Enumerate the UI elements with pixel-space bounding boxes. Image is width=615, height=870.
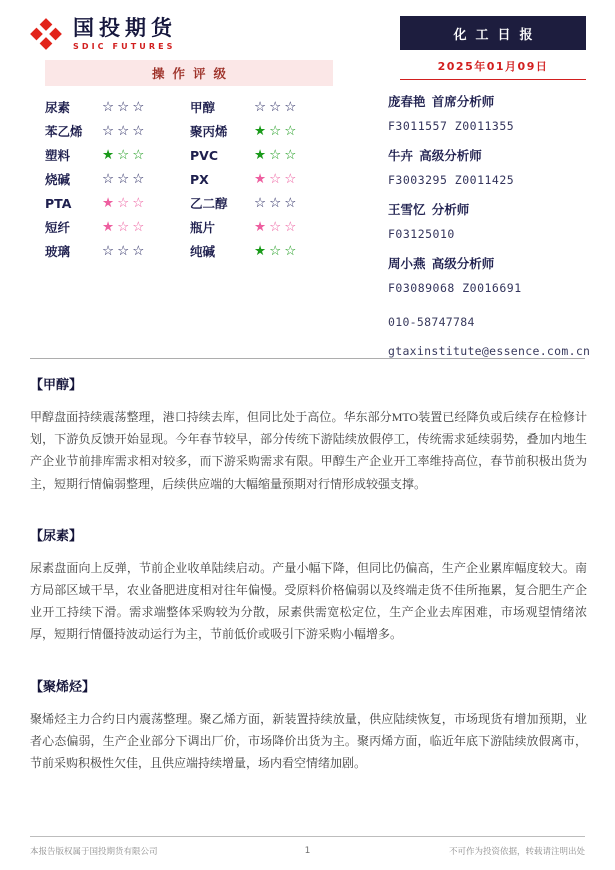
report-section (30, 676, 587, 775)
rating-product-name: 甲醇 (190, 100, 216, 115)
rating-stars: ★☆☆ (254, 219, 300, 235)
analyst-codes: F03125010 (388, 227, 455, 241)
rating-stars: ★☆☆ (254, 123, 300, 139)
rating-product-name: 瓶片 (190, 220, 216, 235)
report-type-banner: 化工日报 (400, 16, 586, 50)
report-header (400, 16, 586, 80)
footer-copyright: 本报告版权属于国投期货有限公司 (30, 847, 158, 857)
section-body: 聚烯烃主力合约日内震荡整理。聚乙烯方面，新装置持续放量，供应陆续恢复，市场现货有增加预期，业者心态偏弱，生产企业部分下调出厂价，市场降价出货为主。聚丙烯方面，临近年底下游陆续放假离市，节前采购积极性欠佳，且供应端持续增量，场内看空情绪加剧。 (30, 711, 587, 770)
rating-product-name: PTA (45, 195, 72, 211)
ratings-row (45, 167, 333, 191)
ratings-row (45, 191, 333, 215)
analyst-name: 周小燕 高级分析师 (388, 257, 495, 271)
rating-stars: ☆☆☆ (102, 123, 148, 139)
rating-stars: ☆☆☆ (102, 243, 148, 259)
contact-phone: 010-58747784 (388, 315, 475, 329)
contact-email: gtaxinstitute@essence.com.cn (388, 344, 591, 358)
ratings-row (45, 119, 333, 143)
rating-product-name: PX (190, 171, 209, 187)
rating-stars: ☆☆☆ (254, 195, 300, 211)
brand-subtitle: SDIC FUTURES (73, 42, 176, 52)
ratings-row (45, 239, 333, 263)
brand-logo (28, 16, 177, 52)
section-title: 【甲醇】 (30, 377, 83, 392)
rating-stars: ★☆☆ (102, 219, 148, 235)
page-number: 1 (304, 846, 311, 856)
brand-name: 国投期货 (73, 15, 177, 40)
section-title: 【尿素】 (30, 527, 83, 543)
rating-product-name: 苯乙烯 (45, 124, 83, 139)
brand-text (73, 17, 177, 51)
ratings-panel (45, 60, 333, 263)
rating-stars: ★☆☆ (102, 195, 148, 211)
rating-product-name: PVC (190, 147, 219, 163)
report-section (30, 374, 587, 495)
ratings-row (45, 143, 333, 167)
analysts-list (388, 92, 590, 295)
brand-diamond-icon (28, 16, 64, 52)
section-title: 【聚烯烃】 (30, 678, 96, 694)
rating-stars: ★☆☆ (254, 171, 300, 187)
header-divider (30, 358, 585, 359)
ratings-title: 操作评级 (45, 60, 333, 86)
rating-stars: ☆☆☆ (102, 99, 148, 115)
analyst-codes: F03089068 Z0016691 (388, 281, 522, 295)
page-footer (30, 845, 585, 857)
rating-stars: ★☆☆ (254, 147, 300, 163)
rating-product-name: 短纤 (45, 220, 71, 235)
contact-block (388, 315, 590, 358)
rating-product-name: 尿素 (45, 100, 71, 115)
report-section (30, 525, 587, 646)
rating-stars: ☆☆☆ (102, 171, 148, 187)
analyst-codes: F3011557 Z0011355 (388, 119, 515, 133)
rating-stars: ☆☆☆ (254, 99, 300, 115)
analysts-panel (388, 92, 590, 373)
rating-stars: ★☆☆ (102, 147, 148, 163)
analyst-name: 牛卉 高级分析师 (388, 149, 482, 163)
footer-divider (30, 836, 585, 837)
analyst-name: 庞春艳 首席分析师 (388, 95, 495, 109)
analyst-name: 王雪忆 分析师 (388, 203, 470, 217)
ratings-row (45, 215, 333, 239)
ratings-table (45, 95, 333, 263)
rating-product-name: 聚丙烯 (190, 124, 228, 139)
rating-product-name: 纯碱 (190, 244, 216, 259)
ratings-table-body (45, 95, 333, 263)
footer-disclaimer: 不可作为投资依据，转载请注明出处 (449, 847, 586, 857)
analyst-codes: F3003295 Z0011425 (388, 173, 515, 187)
ratings-row (45, 95, 333, 119)
report-sections (30, 374, 587, 804)
rating-product-name: 玻璃 (45, 244, 71, 259)
rating-product-name: 烧碱 (45, 172, 71, 187)
section-body: 甲醇盘面持续震荡整理，港口持续去库，但同比处于高位。华东部分MTO装置已经降负或后续存在检修计划，下游负反馈开始显现。今年春节较早，部分传统下游陆续放假停工，传统需求延续弱势，叠加内地生产企业节前排库需求相对较多，而下游采购需求有限。甲醇生产企业开工率维持高位，春节前积极出货为主，短期行情偏弱整理，后续供应端的大幅缩量预期对行情形成较强支撑。 (30, 410, 587, 491)
rating-product-name: 乙二醇 (190, 196, 228, 211)
section-body: 尿素盘面向上反弹，节前企业收单陆续启动。产量小幅下降，但同比仍偏高，生产企业累库幅度较大。南方局部区域干旱，农业备肥进度相对往年偏慢。受原料价格偏弱以及终端走货不佳所拖累，复合肥生产企业开工持续下滑。需求端整体采购较为分散，尿素供需宽松定位，生产企业去库困难，市场观望情绪浓厚，短期行情僵持波动运行为主，节前低价或吸引下游采购小幅增多。 (30, 560, 587, 642)
rating-product-name: 塑料 (45, 148, 71, 163)
rating-stars: ★☆☆ (254, 243, 300, 259)
report-date: 2025年01月09日 (437, 60, 549, 73)
